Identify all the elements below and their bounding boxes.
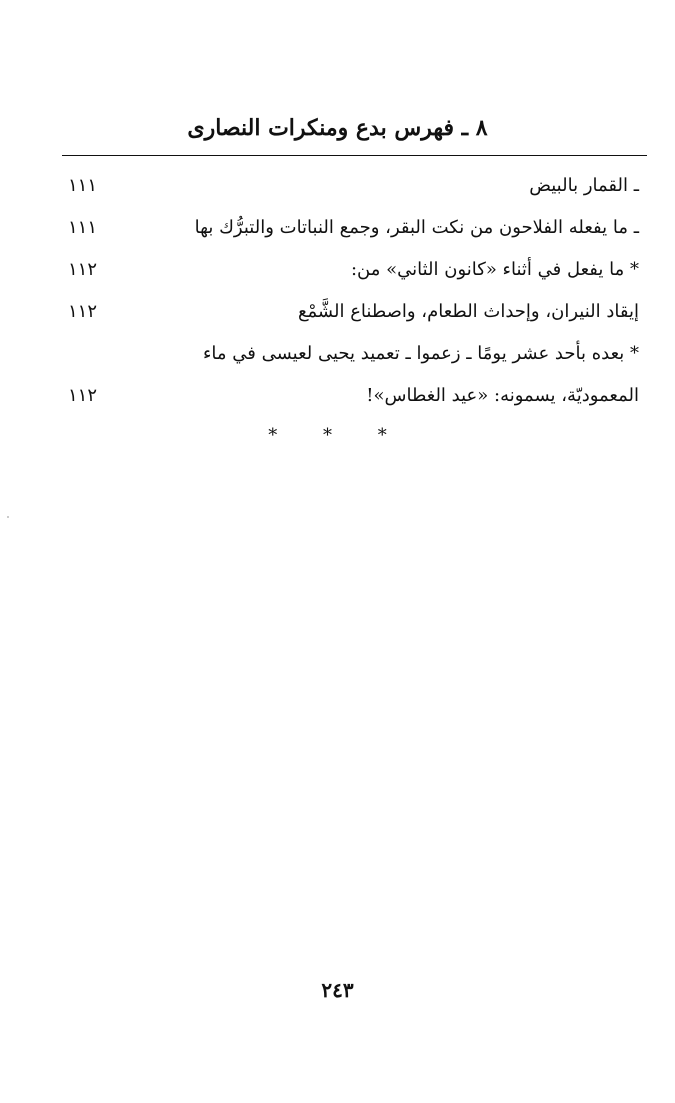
index-entry xyxy=(62,250,647,292)
index-heading: ٨ ـ فهرس بدع ومنكرات النصارى xyxy=(187,115,488,141)
page-number: ٢٤٣ xyxy=(321,978,354,1002)
entry-text: ـ القمار بالبيض xyxy=(529,175,639,196)
index-entry xyxy=(62,166,647,208)
entry-text: المعموديّة، يسمونه: «عيد الغطاس»! xyxy=(366,385,639,406)
index-entry xyxy=(62,334,647,376)
heading-rule xyxy=(62,155,647,156)
entry-page-number: ١١٢ xyxy=(68,385,98,406)
entry-page-number: ١١١ xyxy=(68,217,98,238)
section-separator: * * * xyxy=(268,425,407,446)
entry-text: * بعده بأحد عشر يومًا ـ زعموا ـ تعميد يحيى لعيسى في ماء xyxy=(202,343,639,364)
entry-page-number: ١١٢ xyxy=(68,259,98,280)
entry-page-number: ١١٢ xyxy=(68,301,98,322)
entry-text: ـ ما يفعله الفلاحون من نكت البقر، وجمع النباتات والتبرُّك بها xyxy=(194,217,639,238)
index-entries xyxy=(62,166,647,418)
entry-page-number: ١١١ xyxy=(68,175,98,196)
margin-speck xyxy=(7,516,9,518)
index-entry xyxy=(62,208,647,250)
index-entry xyxy=(62,292,647,334)
entry-text: * ما يفعل في أثناء «كانون الثاني» من: xyxy=(350,259,639,280)
entry-text: إيقاد النيران، وإحداث الطعام، واصطناع الشَّمْع xyxy=(297,301,639,322)
index-entry xyxy=(62,376,647,418)
